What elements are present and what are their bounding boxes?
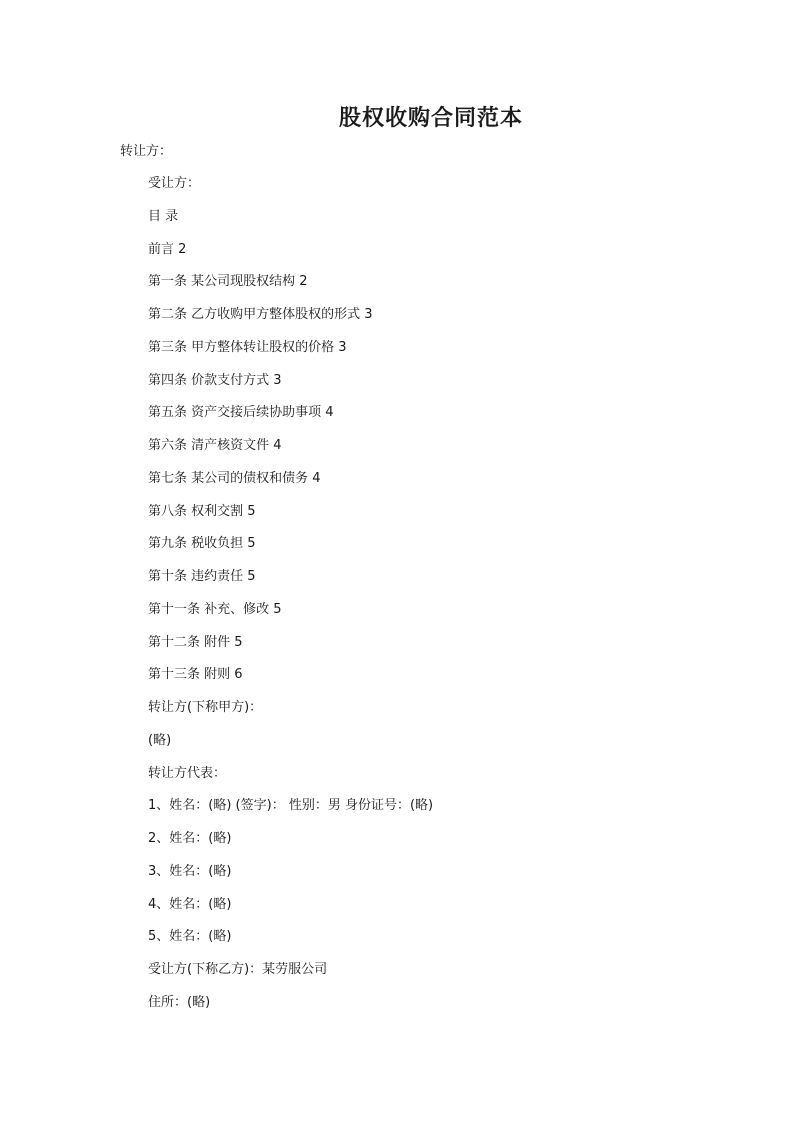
- doc-line: 5、姓名：(略): [148, 929, 232, 945]
- transferor-label: 转让方：: [120, 144, 173, 159]
- toc-entry: 第三条 甲方整体转让股权的价格 3: [148, 339, 347, 355]
- toc-entry: 第十二条 附件 5: [148, 634, 243, 650]
- toc-entry: 第六条 清产核资文件 4: [148, 438, 282, 453]
- doc-line: 转让方代表：: [148, 765, 227, 781]
- toc-entry: 第二条 乙方收购甲方整体股权的形式 3: [148, 307, 373, 322]
- toc-entry: 第十条 违约责任 5: [148, 569, 256, 584]
- toc-entry: 前言 2: [148, 241, 187, 257]
- doc-line: 4、姓名：(略): [148, 896, 232, 912]
- document-title: 股权收购合同范本: [338, 105, 523, 131]
- document-body: [148, 174, 433, 1026]
- doc-line: 2、姓名：(略): [148, 831, 232, 846]
- doc-line: 3、姓名：(略): [148, 863, 232, 879]
- toc-entry: 第五条 资产交接后续协助事项 4: [148, 405, 334, 421]
- toc-entry: 第九条 税收负担 5: [148, 536, 256, 552]
- doc-line: 住所：(略): [148, 994, 211, 1010]
- toc-entry: 第四条 价款支付方式 3: [148, 372, 282, 388]
- toc-entry: 第八条 权利交割 5: [148, 503, 256, 519]
- doc-line: (略): [148, 732, 172, 748]
- toc-entry: 第十三条 附则 6: [148, 667, 243, 683]
- toc-entry: 第七条 某公司的债权和债务 4: [148, 470, 321, 486]
- toc-entry: 第一条 某公司现股权结构 2: [148, 274, 308, 290]
- doc-line: 受让方：: [148, 176, 201, 191]
- toc-heading: 目 录: [148, 208, 179, 224]
- doc-line: 1、姓名：(略) (签字)： 性别：男 身份证号：(略): [148, 798, 434, 814]
- toc-entry: 第十一条 补充、修改 5: [148, 601, 282, 617]
- doc-line: 受让方(下称乙方)：某劳服公司: [148, 962, 328, 977]
- doc-line: 转让方(下称甲方)：: [148, 700, 263, 715]
